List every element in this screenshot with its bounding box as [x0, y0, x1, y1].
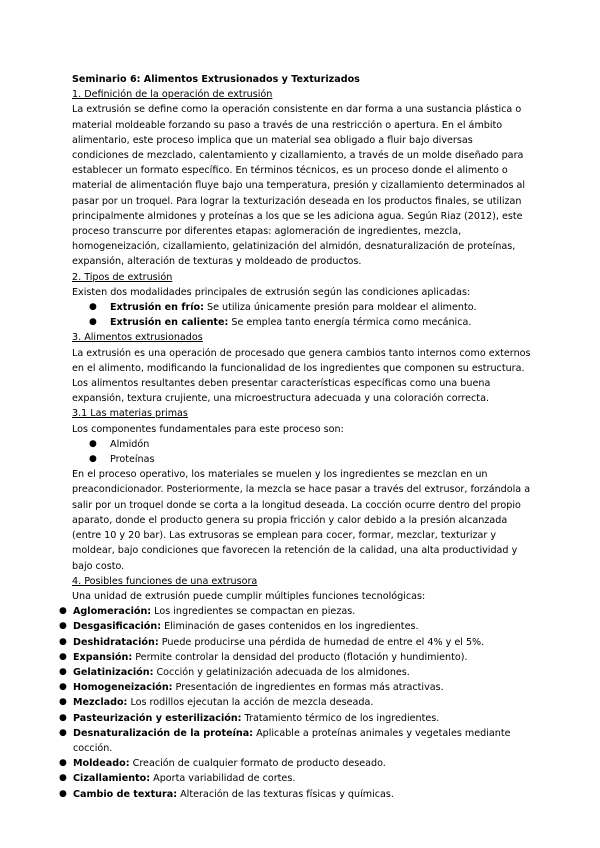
bullet-icon: ● [59, 606, 67, 617]
bullet-icon: ● [89, 438, 97, 449]
raw-materials-list [72, 437, 532, 467]
section-2-intro: Existen dos modalidades principales de extrusión según las condiciones aplicadas: [72, 286, 471, 298]
bullet-icon: ● [89, 302, 97, 313]
list-item [59, 695, 532, 710]
bullet-icon: ● [59, 682, 67, 693]
list-item [72, 300, 532, 315]
list-item-text: Los rodillos ejecutan la acción de mezcla deseada. [127, 697, 374, 709]
bullet-icon: ● [59, 788, 67, 799]
list-item-text: Presentación de ingredientes en formas más atractivas. [172, 682, 444, 694]
list-item-text: Almidón [110, 438, 150, 450]
bullet-icon: ● [59, 651, 67, 662]
list-item-term: Deshidratación: [73, 636, 159, 648]
list-item [59, 771, 532, 786]
list-item [59, 619, 532, 634]
section-3-paragraph: La extrusión es una operación de procesado que genera cambios tanto internos como externos en el alimento, modificando la funcionalidad de los ingredientes que componen su estructura. Los alimentos resultantes deben presentar características específicas como una buena expansión, textura crujiente, una microestructura adecuada y una coloración correcta. [72, 347, 531, 405]
list-item [59, 604, 532, 619]
bullet-icon: ● [59, 773, 67, 784]
extruder-functions-list [59, 604, 532, 802]
bullet-icon: ● [89, 454, 97, 465]
list-item-text: Aplicable a proteínas animales y vegetales mediante cocción. [73, 727, 511, 754]
bullet-icon: ● [59, 636, 67, 647]
bullet-icon: ● [59, 621, 67, 632]
list-item-text: Puede producirse una pérdida de humedad de entre el 4% y el 5%. [158, 636, 485, 648]
list-item [59, 680, 532, 695]
list-item-term: Desgasificación: [73, 621, 162, 633]
list-item [59, 635, 532, 650]
list-item [59, 756, 532, 771]
list-item-term: Expansión: [73, 651, 133, 663]
section-1-paragraph: La extrusión se define como la operación consistente en dar forma a una sustancia plástica o material moldeable forzando su paso a través de una restricción o apertura. En el ámbito alimentario, este proceso implica que un material sea obligado a fluir bajo diversas condiciones de mezclado, calentamiento y cizallamiento, a través de un molde diseñado para establecer un formato específico. En términos técnicos, es un proceso donde el alimento o material de alimentación fluye bajo una temperatura, presión y cizallamiento determinados al pasar por un troquel. Para lograr la texturización deseada en los productos finales, se utilizan principalmente almidones y proteínas a los que se les adiciona agua. Según Riaz (2012), este proceso transcurre por diferentes etapas: aglomeración de ingredientes, mezcla, homogeneización, cizallamiento, gelatinización del almidón, desnaturalización de proteínas, expansión, alteración de texturas y moldeado de productos. [72, 104, 526, 268]
section-3-1-paragraph: En el proceso operativo, los materiales se muelen y los ingredientes se mezclan en un preacondicionador. Posteriormente, la mezcla se hace pasar a través del extrusor, forzándola a salir por un troquel donde se corta a la longitud deseada. La cocción ocurre dentro del propio aparato, donde el producto genera su propia fricción y calor debido a la presión alcanzada (entre 10 y 20 bar). Las extrusoras se emplean para cocer, formar, mezclar, texturizar y moldear, bajo condiciones que favorecen la retención de la calidad, una alta productividad y bajo costo. [72, 469, 531, 572]
list-item [59, 726, 532, 756]
bullet-icon: ● [59, 666, 67, 677]
list-item-term: Mezclado: [73, 697, 128, 709]
list-item-term: Aglomeración: [73, 606, 152, 618]
list-item-text: Aporta variabilidad de cortes. [150, 773, 296, 785]
section-3-1-intro: Los componentes fundamentales para este proceso son: [72, 423, 344, 435]
list-item-term: Homogeneización: [73, 682, 173, 694]
list-item [59, 665, 532, 680]
list-item [59, 787, 532, 802]
list-item [72, 315, 532, 330]
list-item-term: Pasteurización y esterilización: [73, 712, 242, 724]
section-2-heading: 2. Tipos de extrusión [72, 271, 173, 283]
list-item-term: Extrusión en caliente: [110, 317, 229, 329]
list-item [72, 437, 532, 452]
list-item-text: Creación de cualquier formato de producto deseado. [129, 758, 386, 770]
list-item-term: Moldeado: [73, 758, 130, 770]
list-item-text: Se utiliza únicamente presión para moldear el alimento. [203, 302, 477, 314]
list-item-text: Cocción y gelatinización adecuada de los almidones. [153, 666, 410, 678]
list-item-term: Gelatinización: [73, 666, 154, 678]
list-item-text: Se emplea tanto energía térmica como mecánica. [228, 317, 472, 329]
list-item-term: Cizallamiento: [73, 773, 151, 785]
section-4-intro: Una unidad de extrusión puede cumplir múltiples funciones tecnológicas: [72, 590, 426, 602]
extrusion-types-list [72, 300, 532, 330]
list-item-term: Extrusión en frío: [110, 302, 204, 314]
document-page [59, 72, 532, 802]
list-item-text: Tratamiento térmico de los ingredientes. [241, 712, 440, 724]
list-item [59, 711, 532, 726]
section-4-heading: 4. Posibles funciones de una extrusora [72, 575, 258, 587]
list-item [72, 452, 532, 467]
bullet-icon: ● [59, 712, 67, 723]
list-item-text: Permite controlar la densidad del producto (flotación y hundimiento). [132, 651, 468, 663]
document-title: Seminario 6: Alimentos Extrusionados y Texturizados [72, 74, 360, 85]
section-1-heading: 1. Definición de la operación de extrusión [72, 89, 273, 101]
list-item [59, 650, 532, 665]
list-item-text: Alteración de las texturas físicas y químicas. [177, 788, 394, 800]
list-item-term: Desnaturalización de la proteína: [73, 727, 254, 739]
section-3-heading: 3. Alimentos extrusionados [72, 332, 203, 344]
bullet-icon: ● [89, 317, 97, 328]
section-3-1-heading: 3.1 Las materias primas [72, 408, 188, 420]
list-item-term: Cambio de textura: [73, 788, 178, 800]
list-item-text: Eliminación de gases contenidos en los ingredientes. [161, 621, 419, 633]
list-item-text: Proteínas [110, 454, 155, 466]
list-item-text: Los ingredientes se compactan en piezas. [151, 606, 356, 618]
bullet-icon: ● [59, 697, 67, 708]
bullet-icon: ● [59, 727, 67, 738]
bullet-icon: ● [59, 758, 67, 769]
